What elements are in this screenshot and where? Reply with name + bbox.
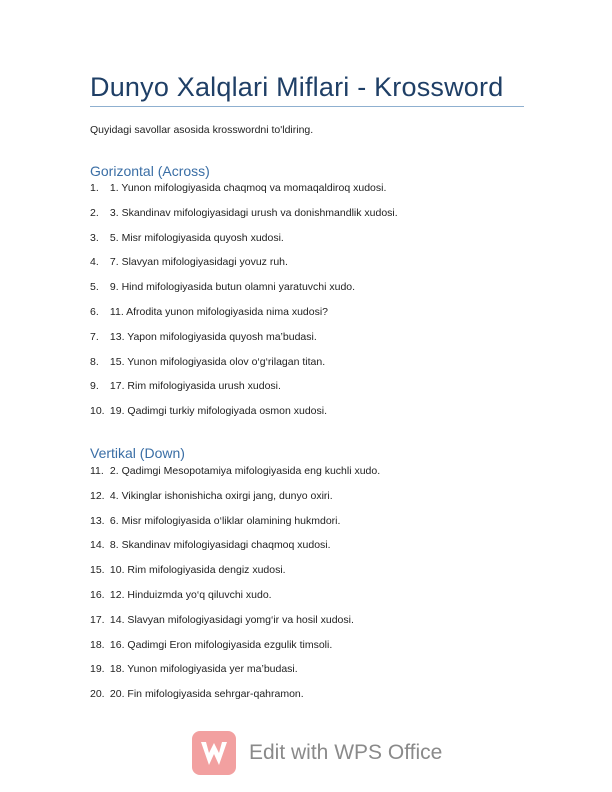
clue-text: 8. Skandinav mifologiyasidagi chaqmoq xudosi.	[109, 539, 331, 552]
clue-number: 15.	[90, 564, 105, 577]
across-heading: Gorizontal (Across)	[90, 163, 210, 179]
clue-item	[90, 538, 380, 563]
clue-number: 2.	[90, 206, 99, 219]
clue-number: 5.	[90, 281, 99, 294]
clue-number: 11.	[90, 465, 104, 477]
clue-item	[90, 355, 398, 380]
clue-item	[90, 687, 380, 712]
down-clue-list	[90, 464, 380, 712]
clue-number: 6.	[90, 305, 99, 318]
clue-text: 1. Yunon mifologiyasida chaqmoq va momaqaldiroq xudosi.	[109, 182, 387, 194]
clue-text: 17. Rim mifologiyasida urush xudosi.	[109, 380, 281, 393]
clue-number: 17.	[90, 613, 105, 626]
clue-text: 10. Rim mifologiyasida dengiz xudosi.	[109, 564, 286, 577]
clue-text: 4. Vikinglar ishonishicha oxirgi jang, dunyo oxiri.	[109, 489, 333, 502]
clue-item	[90, 404, 398, 429]
clue-number: 12.	[90, 489, 105, 502]
wps-logo-glyph	[192, 731, 236, 775]
clue-number: 9.	[90, 380, 99, 393]
clue-item	[90, 379, 398, 404]
clue-number: 18.	[90, 638, 105, 651]
clue-text: 2. Qadimgi Mesopotamiya mifologiyasida eng kuchli xudo.	[109, 465, 381, 477]
clue-item	[90, 638, 380, 663]
clue-number: 7.	[90, 330, 99, 343]
clue-item	[90, 613, 380, 638]
clue-item	[90, 514, 380, 539]
clue-item	[90, 305, 398, 330]
clue-text: 18. Yunon mifologiyasida yer ma’budasi.	[109, 663, 298, 676]
down-heading: Vertikal (Down)	[90, 445, 185, 461]
clue-item	[90, 662, 380, 687]
across-clue-list	[90, 181, 398, 429]
clue-number: 14.	[90, 539, 105, 552]
clue-number: 8.	[90, 355, 99, 368]
clue-text: 19. Qadimgi turkiy mifologiyada osmon xudosi.	[109, 405, 328, 418]
clue-item	[90, 464, 380, 489]
clue-item	[90, 330, 398, 355]
clue-item	[90, 206, 398, 231]
clue-text: 12. Hinduizmda yo‘q qiluvchi xudo.	[109, 588, 272, 601]
clue-number: 3.	[90, 231, 99, 244]
clue-text: 14. Slavyan mifologiyasidagi yomg‘ir va hosil xudosi.	[109, 613, 354, 626]
clue-item	[90, 255, 398, 280]
intro-text: Quyidagi savollar asosida krosswordni to'ldiring.	[90, 124, 314, 136]
clue-number: 16.	[90, 588, 105, 601]
clue-text: 5. Misr mifologiyasida quyosh xudosi.	[109, 231, 284, 244]
clue-text: 16. Qadimgi Eron mifologiyasida ezgulik timsoli.	[109, 638, 333, 651]
clue-number: 13.	[90, 514, 105, 527]
clue-number: 4.	[90, 256, 99, 269]
clue-item	[90, 181, 398, 206]
title-divider	[90, 106, 524, 107]
clue-text: 15. Yunon mifologiyasida olov o‘g‘rilagan titan.	[109, 355, 326, 368]
clue-text: 20. Fin mifologiyasida sehrgar-qahramon.	[109, 688, 304, 701]
clue-text: 7. Slavyan mifologiyasidagi yovuz ruh.	[109, 256, 288, 269]
clue-number: 1.	[90, 182, 99, 194]
clue-number: 10.	[90, 405, 105, 418]
clue-text: 3. Skandinav mifologiyasidagi urush va donishmandlik xudosi.	[109, 206, 398, 219]
clue-text: 11. Afrodita yunon mifologiyasida nima xudosi?	[109, 305, 329, 318]
page-title: Dunyo Xalqlari Miflari - Krossword	[90, 72, 504, 102]
clue-item	[90, 231, 398, 256]
clue-item	[90, 563, 380, 588]
clue-number: 20.	[90, 688, 105, 701]
wps-watermark-text[interactable]: Edit with WPS Office	[249, 741, 443, 764]
clue-item	[90, 280, 398, 305]
clue-text: 9. Hind mifologiyasida butun olamni yaratuvchi xudo.	[109, 281, 356, 294]
clue-item	[90, 588, 380, 613]
clue-text: 13. Yapon mifologiyasida quyosh ma’budasi.	[109, 330, 317, 343]
wps-logo-icon[interactable]	[192, 731, 236, 775]
clue-number: 19.	[90, 663, 105, 676]
clue-item	[90, 489, 380, 514]
clue-text: 6. Misr mifologiyasida o‘liklar olamining hukmdori.	[109, 514, 341, 527]
